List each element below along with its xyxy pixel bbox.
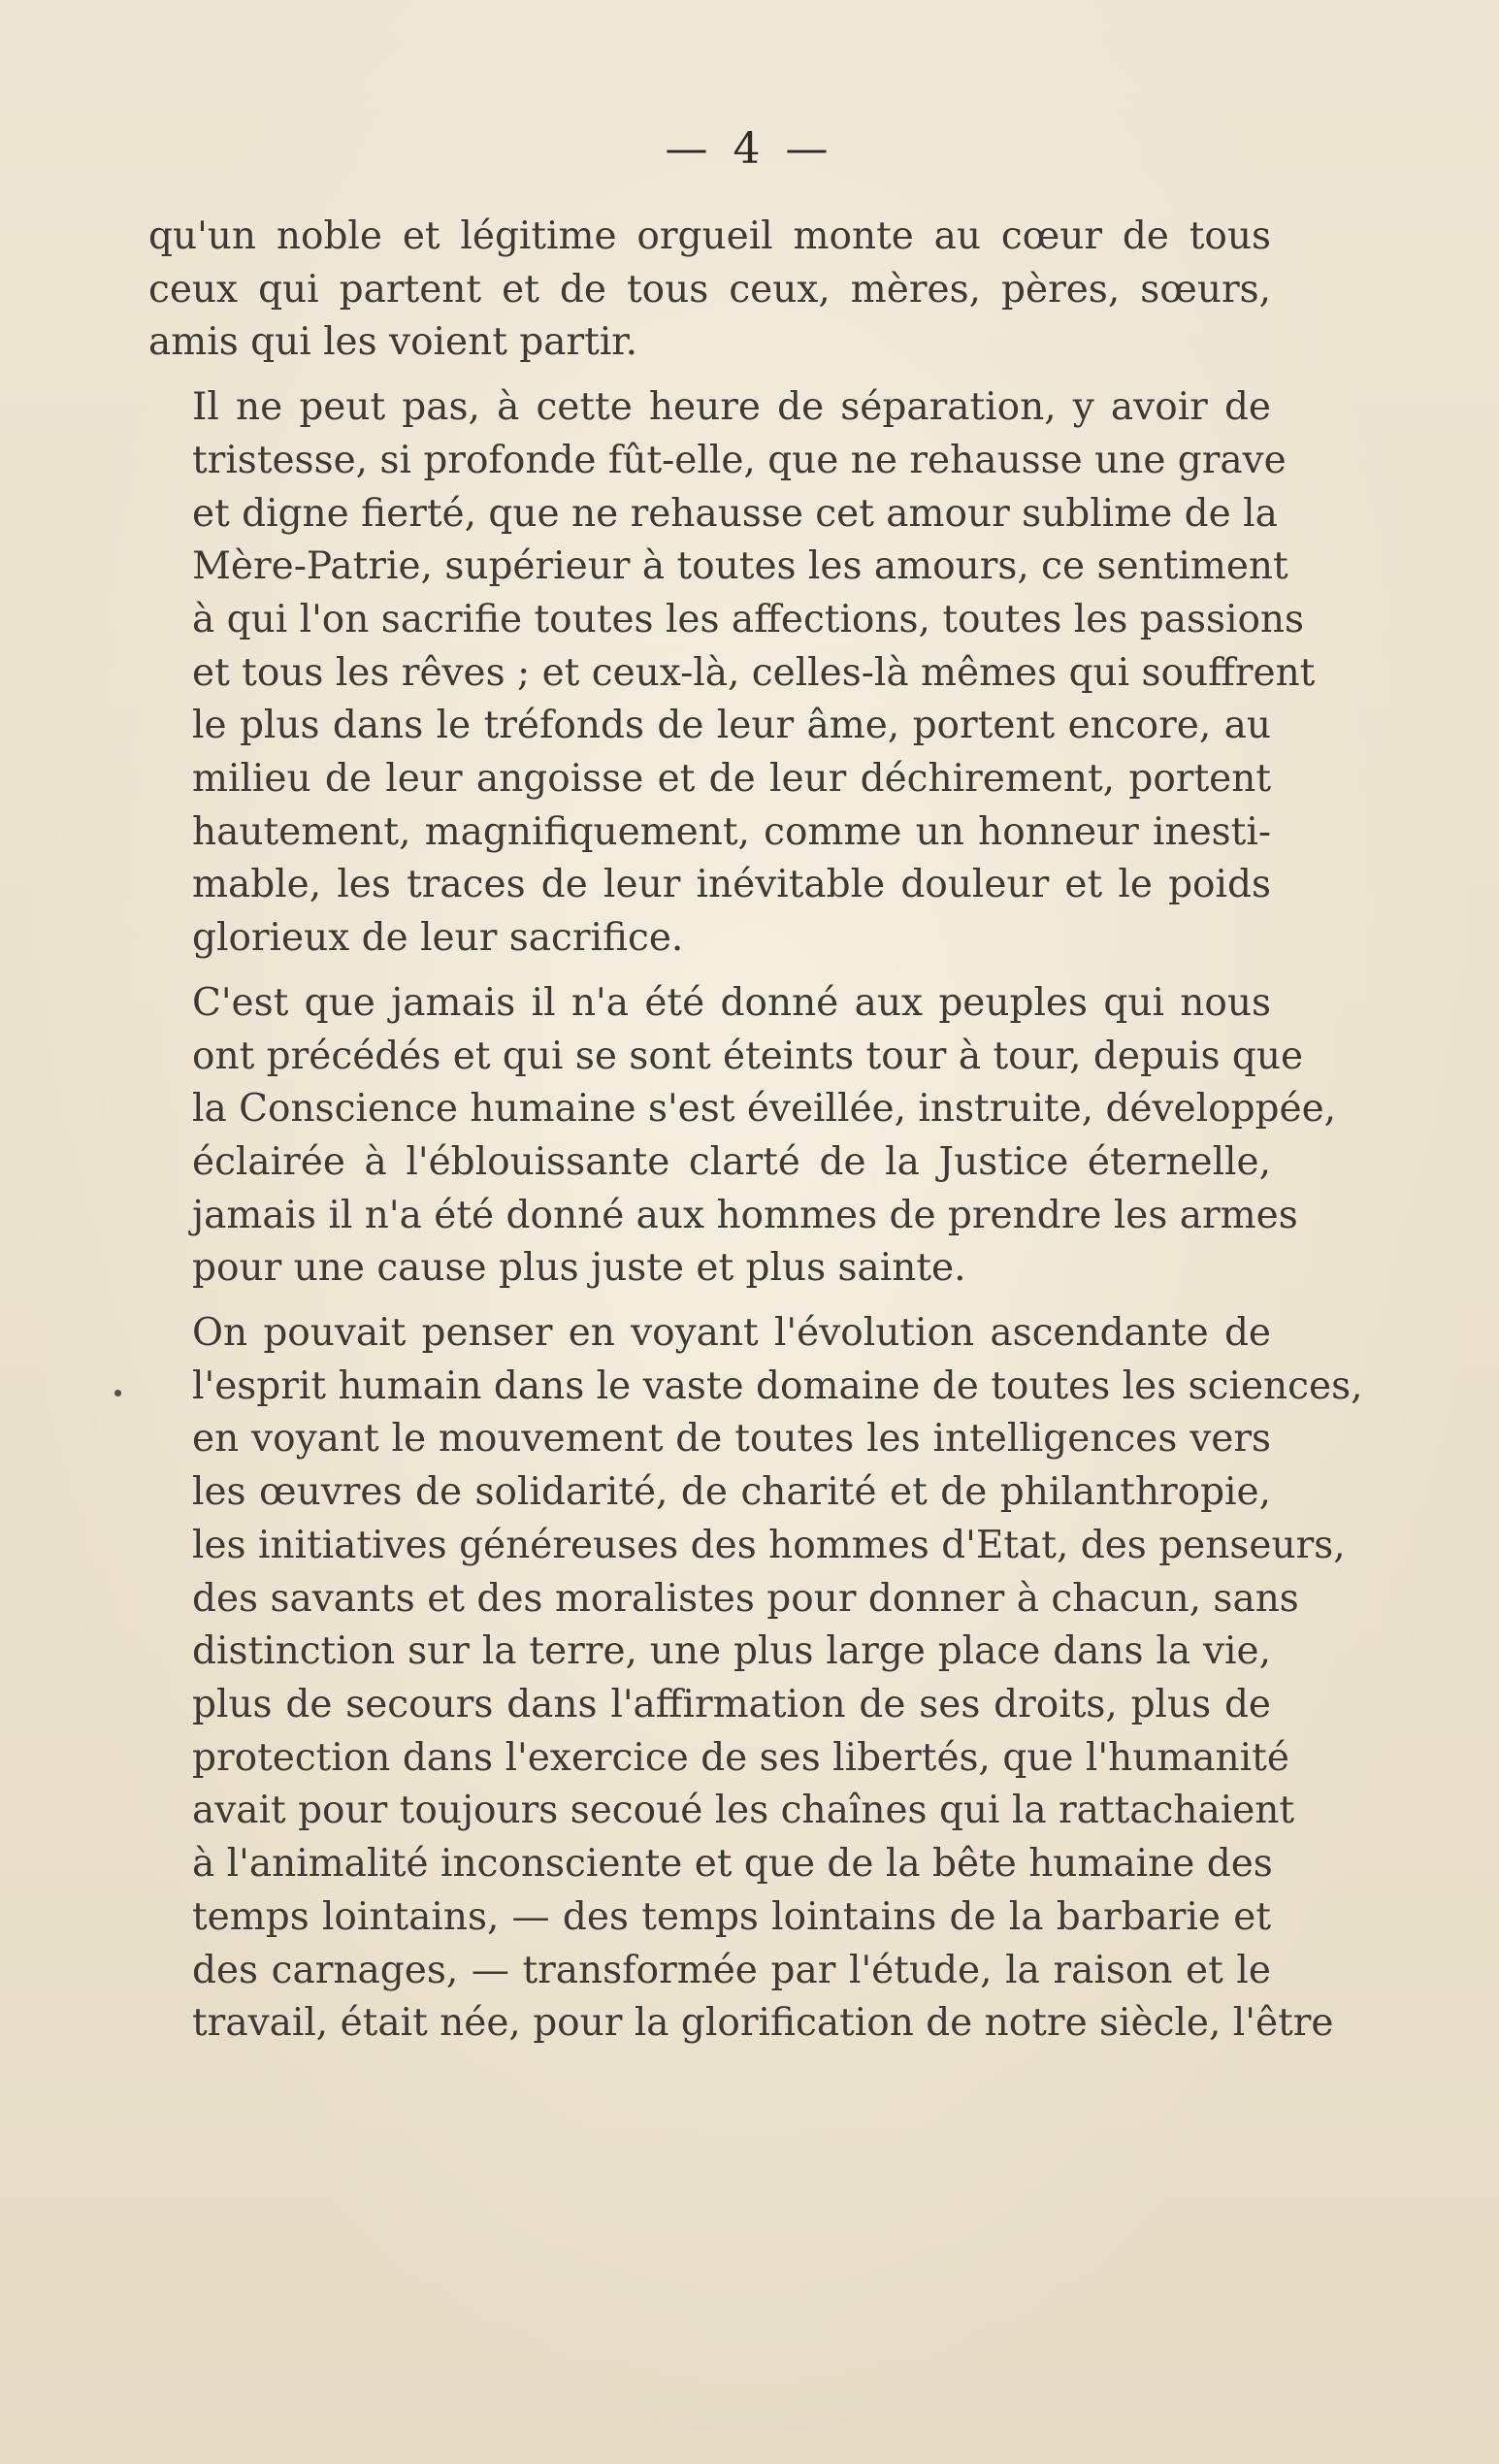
- text-line: les initiatives généreuses des hommes d'Etat, des penseurs,: [192, 1523, 1346, 1567]
- text-line: et tous les rêves ; et ceux-là, celles-là mêmes qui souffrent: [192, 650, 1316, 695]
- text-line: ont précédés et qui se sont éteints tour à tour, depuis que: [192, 1034, 1304, 1078]
- paragraph-4: [148, 1307, 1363, 2051]
- text-line: des savants et des moralistes pour donner à chacun, sans: [192, 1576, 1299, 1621]
- text-line: milieu de leur angoisse et de leur déchirement, portent: [192, 757, 1271, 802]
- text-line: mable, les traces de leur inévitable douleur et le poids: [192, 863, 1271, 907]
- text-line: à l'animalité inconsciente et que de la bête humaine des: [192, 1842, 1273, 1887]
- body-text: [148, 211, 1363, 2062]
- text-line: pour une cause plus juste et plus sainte.: [192, 1246, 966, 1291]
- text-line: des carnages, — transformée par l'étude, la raison et le: [192, 1948, 1271, 1992]
- text-line: avait pour toujours secoué les chaînes qui la rattachaient: [192, 1789, 1295, 1833]
- text-line: protection dans l'exercice de ses libertés, que l'humanité: [192, 1735, 1289, 1780]
- text-line: les œuvres de solidarité, de charité et de philanthropie,: [192, 1470, 1271, 1515]
- text-line: distinction sur la terre, une plus large place dans la vie,: [192, 1629, 1271, 1674]
- margin-dot-mark: [114, 1390, 121, 1396]
- paragraph-2: [148, 381, 1316, 966]
- text-line: amis qui les voient partir.: [148, 320, 638, 365]
- text-line: la Conscience humaine s'est éveillée, instruite, développée,: [192, 1087, 1337, 1132]
- page-number: — 4 —: [665, 124, 834, 174]
- text-line: le plus dans le tréfonds de leur âme, portent encore, au: [192, 704, 1271, 748]
- text-line: ceux qui partent et de tous ceux, mères, pères, sœurs,: [148, 267, 1271, 312]
- text-line: Mère-Patrie, supérieur à toutes les amours, ce sentiment: [192, 544, 1288, 589]
- text-line: l'esprit humain dans le vaste domaine de toutes les sciences,: [192, 1363, 1363, 1408]
- text-line: jamais il n'a été donné aux hommes de prendre les armes: [192, 1193, 1298, 1237]
- text-line: éclairée à l'éblouissante clarté de la Justice éternelle,: [192, 1139, 1271, 1184]
- text-line: temps lointains, — des temps lointains de la barbarie et: [192, 1894, 1271, 1939]
- text-line: à qui l'on sacrifie toutes les affections, toutes les passions: [192, 597, 1305, 641]
- text-line: travail, était née, pour la glorification de notre siècle, l'être: [192, 2001, 1334, 2046]
- text-line: C'est que jamais il n'a été donné aux peuples qui nous: [192, 980, 1271, 1025]
- text-line: glorieux de leur sacrifice.: [192, 916, 684, 961]
- text-line: plus de secours dans l'affirmation de ses droits, plus de: [192, 1682, 1271, 1726]
- text-line: en voyant le mouvement de toutes les intelligences vers: [192, 1417, 1271, 1462]
- text-line: qu'un noble et légitime orgueil monte au cœur de tous: [148, 214, 1271, 258]
- text-line: Il ne peut pas, à cette heure de séparation, y avoir de: [192, 385, 1271, 430]
- text-line: hautement, magnifiquement, comme un honneur inesti-: [192, 809, 1271, 854]
- text-line: et digne fierté, que ne rehausse cet amour sublime de la: [192, 491, 1278, 536]
- text-line: tristesse, si profonde fût-elle, que ne rehausse une grave: [192, 438, 1287, 482]
- text-line: On pouvait penser en voyant l'évolution ascendante de: [192, 1311, 1271, 1356]
- paragraph-3: [148, 977, 1337, 1296]
- paragraph-1: [148, 211, 1271, 370]
